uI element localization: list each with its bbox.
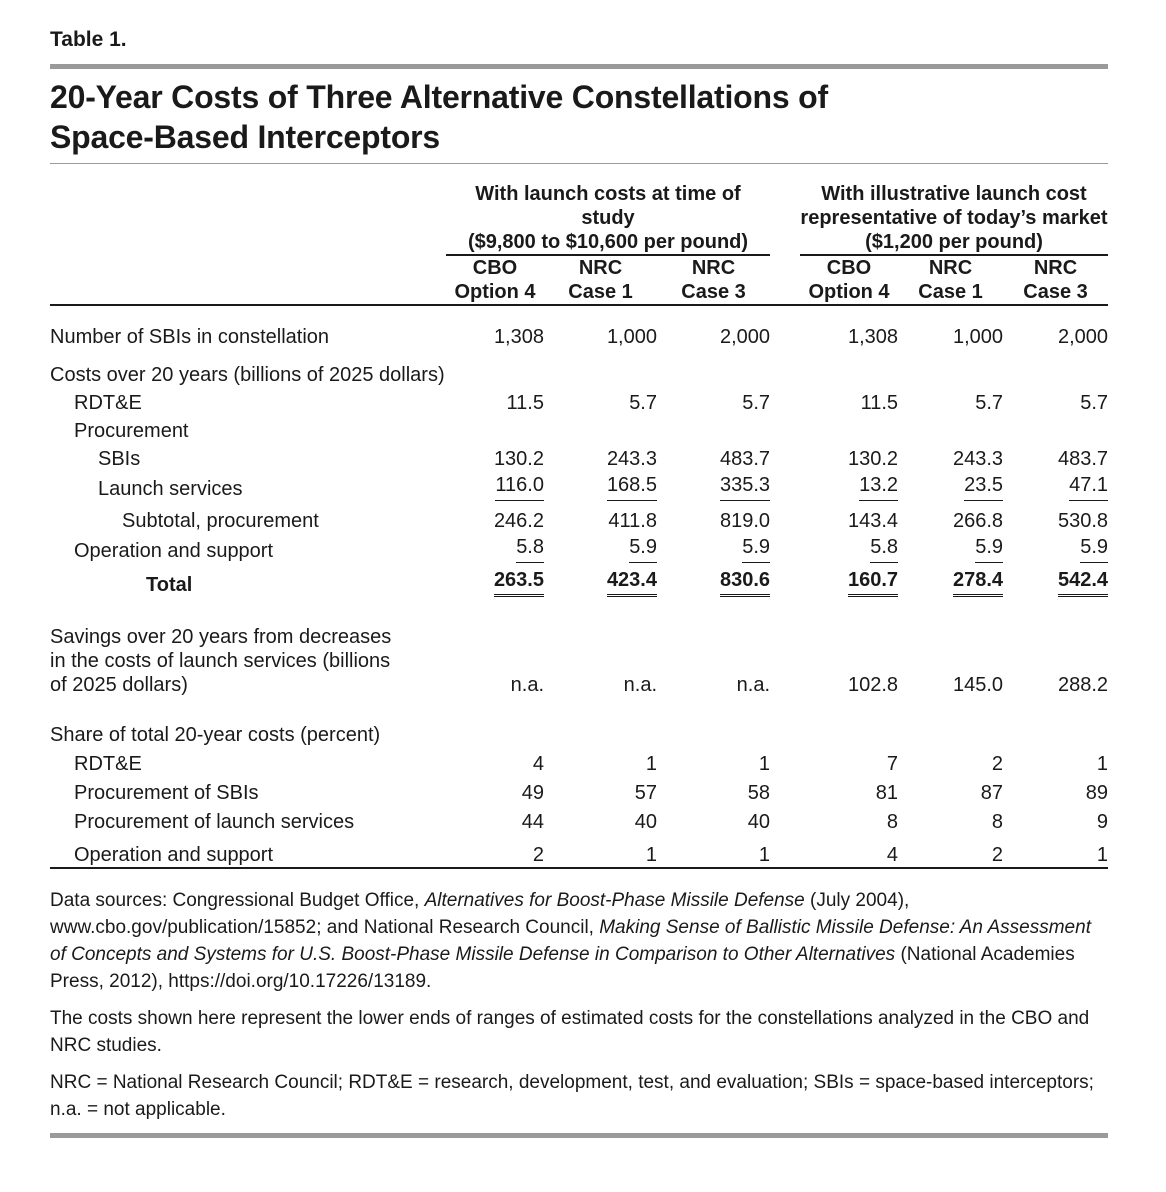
title-rule (50, 163, 1108, 164)
note-data-sources: Data sources: Congressional Budget Office, Alternatives for Boost-Phase Missile Defense (July 2004), www.cbo.gov/publication/15852; and National Research Council, Making Sense of Ballistic Missile Defense: An Assessment of Concepts and Systems for U.S. Boost-Phase Missile Defense in Comparison to Other Alternatives (National Academies Press, 2012), https://doi.org/10.17226/13189. (50, 890, 1091, 992)
group-header-study: With launch costs at time of study ($9,800 to $10,600 per pound) (467, 183, 749, 253)
table-figure (50, 28, 1108, 1138)
col-header: NRC Case 1 (544, 256, 657, 305)
table-notes (50, 887, 1108, 1123)
table-row: Savings over 20 years from decreases in the costs of launch services (billions of 2025 dollars) n.a. n.a. n.a. 102.8 145.0 288.2 (50, 626, 1109, 696)
table-row-total: Total 263.5 423.4 830.6 160.7 278.4 542.4 (146, 569, 1109, 596)
table-row: Procurement (74, 420, 189, 442)
column-header-row (50, 256, 1108, 305)
group-header-row (50, 182, 1108, 254)
table-row: Procurement of launch services 44 40 40 8 8 9 (74, 811, 1109, 833)
title-line-2: Space-Based Interceptors (50, 119, 441, 155)
table-row: Number of SBIs in constellation 1,308 1,000 2,000 1,308 1,000 2,000 (50, 326, 1109, 348)
col-header: CBO Option 4 (446, 256, 544, 305)
col-header: CBO Option 4 (800, 256, 898, 305)
table-title (50, 69, 1108, 163)
table-row: Subtotal, procurement 246.2 411.8 819.0 143.4 266.8 530.8 (122, 510, 1109, 532)
table-row: RDT&E 4 1 1 7 2 1 (74, 753, 1109, 775)
col-header: NRC Case 3 (1003, 256, 1108, 305)
table-row: Operation and support 2 1 1 4 2 1 (50, 834, 1108, 868)
table-row: Share of total 20-year costs (percent) (50, 724, 381, 746)
col-header: NRC Case 1 (898, 256, 1003, 305)
bottom-rule (50, 1133, 1108, 1138)
table-row: Costs over 20 years (billions of 2025 dollars) (50, 364, 445, 386)
table-label: Table 1. (50, 28, 127, 51)
note-lower-ends: The costs shown here represent the lower ends of ranges of estimated costs for the constellations analyzed in the CBO and NRC studies. (50, 1008, 1090, 1056)
table-row: RDT&E 11.5 5.7 5.7 11.5 5.7 5.7 (74, 392, 1109, 414)
table-row: Procurement of SBIs 49 57 58 81 87 89 (74, 782, 1109, 804)
note-abbreviations: NRC = National Research Council; RDT&E = research, development, test, and evaluation; SBIs = space-based interceptors; n.a. = not applicable. (50, 1072, 1094, 1120)
title-line-1: 20-Year Costs of Three Alternative Constellations of (50, 79, 828, 115)
table-row: SBIs 130.2 243.3 483.7 130.2 243.3 483.7 (98, 448, 1109, 470)
cost-table (50, 182, 1108, 869)
table-row: Operation and support 5.8 5.9 5.9 5.8 5.9 5.9 (74, 536, 1109, 562)
col-header: NRC Case 3 (657, 256, 770, 305)
group-header-today: With illustrative launch cost representative of today’s market ($1,200 per pound) (800, 183, 1108, 253)
table-row: Launch services 116.0 168.5 335.3 13.2 23.5 47.1 (98, 474, 1109, 500)
